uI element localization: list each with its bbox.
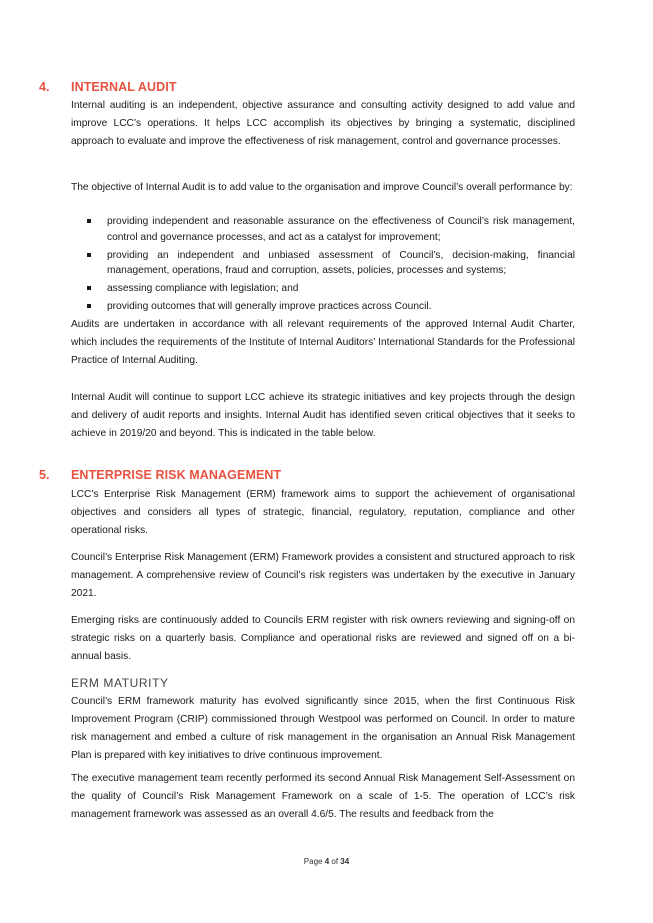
page-footer: Page 4 of 34 xyxy=(303,857,350,866)
paragraph: The executive management team recently performed its second Annual Risk Management Self-Assessment on the quality of Council’s Risk Management Framework on a scale of 1-5. The operation of LCC’s risk management framework was assessed as an overall 4.6/5. The results and feedback from the xyxy=(71,773,575,820)
section-heading-enterprise-risk-management xyxy=(39,468,281,482)
list-item: providing outcomes that will generally improve practices across Council. xyxy=(71,299,575,315)
section-title: ENTERPRISE RISK MANAGEMENT xyxy=(71,468,282,482)
paragraph: Council’s Enterprise Risk Management (ERM) Framework provides a consistent and structured approach to risk management. A comprehensive review of Council’s risk registers was undertaken by the executive in January 2021. xyxy=(71,552,575,599)
paragraph: Council’s ERM framework maturity has evolved significantly since 2015, when the first Continuous Risk Improvement Program (CRIP) commissioned through Westpool was performed on Council. In order to mature risk management and embed a culture of risk management in the organisation an Annual Risk Management Plan is prepared with key initiatives to drive continuous improvement. xyxy=(71,696,575,761)
current-page-number: 4 xyxy=(324,857,330,866)
section-number: 4. xyxy=(39,80,50,94)
bullet-icon xyxy=(87,253,91,257)
section-heading-internal-audit xyxy=(39,80,177,94)
section-title: INTERNAL AUDIT xyxy=(71,80,177,94)
list-item: providing an independent and unbiased assessment of Council’s, decision-making, financial management, operations, fraud and corruption, assets, policies, processes and systems; xyxy=(71,248,575,279)
paragraph: The objective of Internal Audit is to add value to the organisation and improve Council’s overall performance by: xyxy=(71,182,573,193)
total-pages: 34 xyxy=(340,857,350,866)
paragraph: LCC’s Enterprise Risk Management (ERM) framework aims to support the achievement of organisational objectives and considers all types of strategic, financial, regulatory, reputation, compliance and other operational risks. xyxy=(71,489,575,536)
bullet-list xyxy=(71,214,575,317)
paragraph: Audits are undertaken in accordance with all relevant requirements of the approved Internal Audit Charter, which includes the requirements of the Institute of Internal Auditors’ International Standards for the Professional Practice of Internal Auditing. xyxy=(71,319,575,366)
section-number: 5. xyxy=(39,468,50,482)
paragraph: Internal auditing is an independent, objective assurance and consulting activity designed to add value and improve LCC’s operations. It helps LCC accomplish its objectives by bringing a systematic, disciplined approach to evaluate and improve the effectiveness of risk management, control and governance processes. xyxy=(71,100,575,147)
bullet-icon xyxy=(87,304,91,308)
list-item: assessing compliance with legislation; and xyxy=(71,281,575,297)
paragraph: Emerging risks are continuously added to Councils ERM register with risk owners reviewing and signing-off on strategic risks on a quarterly basis. Compliance and operational risks are reviewed and signed off on a bi-annual basis. xyxy=(71,615,575,662)
paragraph: Internal Audit will continue to support LCC achieve its strategic initiatives and key projects through the design and delivery of audit reports and insights. Internal Audit has identified seven critical objectives that it seeks to achieve in 2019/20 and beyond. This is indicated in the table below. xyxy=(71,392,575,439)
bullet-icon xyxy=(87,286,91,290)
list-item: providing independent and reasonable assurance on the effectiveness of Council’s risk management, control and governance processes, and act as a catalyst for improvement; xyxy=(71,214,575,245)
subheading-erm-maturity: ERM MATURITY xyxy=(71,676,169,690)
bullet-icon xyxy=(87,219,91,223)
